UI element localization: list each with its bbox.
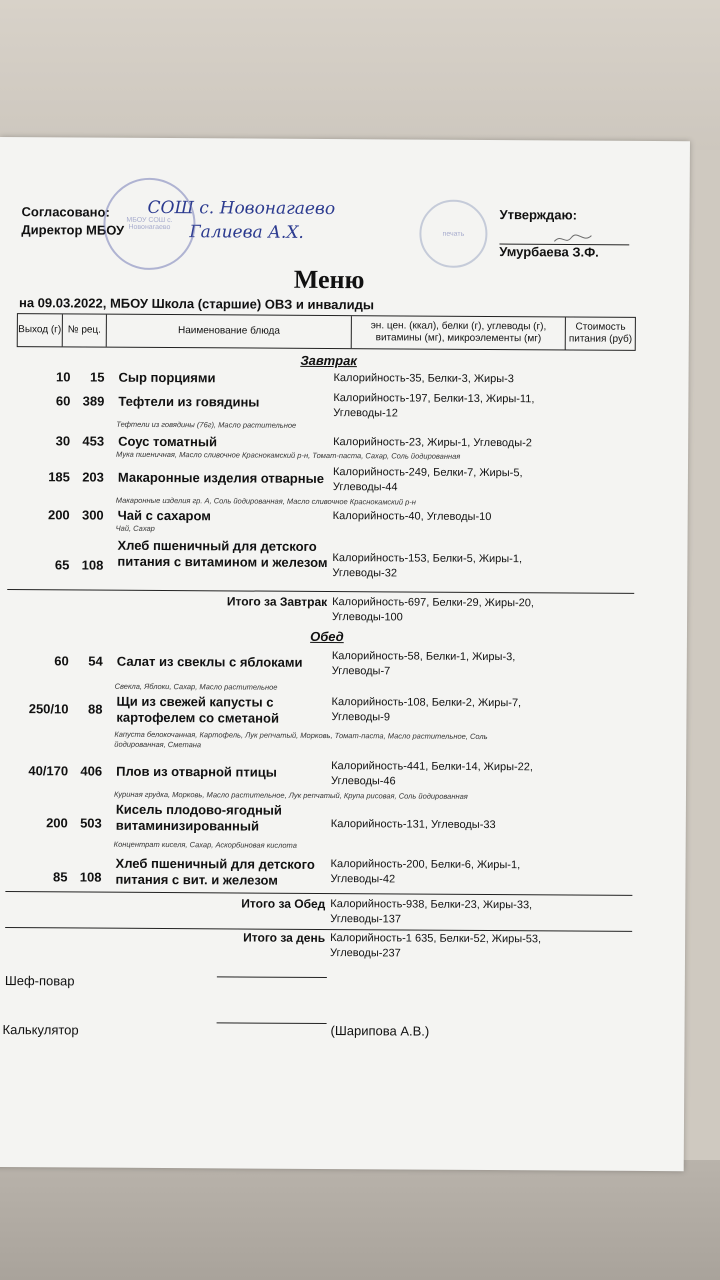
menu-subtitle: на 09.03.2022, МБОУ Школа (старшие) ОВЗ и инвалиды xyxy=(18,295,375,313)
row-recipe: 88 xyxy=(87,701,103,717)
calculator-signature-line xyxy=(217,1022,327,1024)
calculator-name: (Шарипова А.В.) xyxy=(330,1023,430,1039)
director-position: Директор МБОУ xyxy=(21,222,125,238)
chef-label: Шеф-повар xyxy=(4,973,75,989)
row-nutrition: Калорийность-200, Белки-6, Жиры-1, Углеводы-42 xyxy=(330,858,521,886)
stamp-left-text: МБОУ СОШ с. Новонагаево xyxy=(126,216,173,232)
row-ingredients: Капуста белокочанная, Картофель, Лук репчатый, Морковь, Томат-паста, Масло растительное, Соль йодированная, Сметана xyxy=(114,729,488,750)
row-output: 85 xyxy=(52,869,68,885)
page-title: Меню xyxy=(293,264,365,295)
table-row xyxy=(0,855,636,888)
row-output: 250/10 xyxy=(28,701,69,717)
day-total-label: Итого за день xyxy=(243,930,326,946)
row-recipe: 108 xyxy=(79,869,102,885)
row-output: 200 xyxy=(47,507,70,523)
row-nutrition: Калорийность-58, Белки-1, Жиры-3, Углеводы-7 xyxy=(331,650,516,678)
row-dish: Соус томатный xyxy=(118,433,218,450)
row-dish: Хлеб пшеничный для детского питания с витамином и железом xyxy=(117,537,328,571)
approved-label: Согласовано: xyxy=(21,204,110,220)
breakfast-total-label: Итого за Завтрак xyxy=(226,594,328,610)
chef-signature-line xyxy=(217,976,327,978)
row-nutrition: Калорийность-197, Белки-13, Жиры-11, Углеводы-12 xyxy=(333,392,535,420)
row-dish: Щи из свежей капусты с картофелем со сметаной xyxy=(116,693,280,726)
row-ingredients: Тефтели из говядины (76г), Масло растительное xyxy=(116,419,297,430)
row-dish: Сыр порциями xyxy=(118,369,216,386)
row-nutrition: Калорийность-153, Белки-5, Жиры-1, Углеводы-32 xyxy=(332,552,523,580)
table-row xyxy=(0,463,638,507)
row-ingredients: Куриная грудка, Морковь, Масло растительное, Лук репчатый, Крупа рисовая, Соль йодированная xyxy=(113,789,468,801)
row-output: 65 xyxy=(54,557,70,573)
section-breakfast: Завтрак xyxy=(300,352,357,369)
row-dish: Хлеб пшеничный для детского питания с вит. и железом xyxy=(115,855,315,888)
calculator-label: Калькулятор xyxy=(2,1022,79,1038)
row-dish: Салат из свеклы с яблоками xyxy=(116,653,303,670)
table-row xyxy=(0,369,639,386)
table-row xyxy=(0,757,636,801)
breakfast-total-value: Калорийность-697, Белки-29, Жиры-20, Углеводы-100 xyxy=(332,596,535,624)
row-dish: Кисель плодово-ягодный витаминизированный xyxy=(115,801,282,834)
stamp-right-text: печать xyxy=(442,230,465,238)
table-row xyxy=(0,647,637,692)
section-lunch: Обед xyxy=(310,628,344,645)
table-row xyxy=(0,433,638,461)
row-ingredients: Чай, Сахар xyxy=(115,523,155,533)
row-recipe: 503 xyxy=(80,815,102,831)
row-output: 185 xyxy=(48,469,70,485)
row-dish: Чай с сахаром xyxy=(117,507,211,524)
approver-name: Умурбаева З.Ф. xyxy=(499,244,599,260)
round-stamp-left xyxy=(103,178,196,271)
lunch-total-label: Итого за Обед xyxy=(241,896,326,912)
row-output: 60 xyxy=(55,393,71,409)
row-ingredients: Свекла, Яблоки, Сахар, Масло растительное xyxy=(114,681,278,692)
row-recipe: 389 xyxy=(82,393,105,409)
breakfast-total-row xyxy=(0,593,637,624)
col-header-cost: Стоимость питания (руб) xyxy=(568,321,633,345)
row-recipe: 406 xyxy=(80,763,103,779)
handwritten-name: Галиева А.Х. xyxy=(189,222,304,243)
table-header xyxy=(17,313,636,351)
background-table-top xyxy=(0,0,720,150)
row-recipe: 15 xyxy=(90,369,105,385)
row-nutrition: Калорийность-40, Углеводы-10 xyxy=(332,510,492,524)
row-output: 200 xyxy=(46,815,68,831)
row-output: 10 xyxy=(56,369,71,385)
row-nutrition: Калорийность-249, Белки-7, Жиры-5, Углеводы-44 xyxy=(332,466,523,494)
lunch-total-value: Калорийность-938, Белки-23, Жиры-33, Углеводы-137 xyxy=(330,898,533,926)
row-recipe: 453 xyxy=(82,433,105,449)
day-total-value: Калорийность-1 635, Белки-52, Жиры-53, Углеводы-237 xyxy=(329,932,542,960)
row-dish: Тефтели из говядины xyxy=(118,393,260,410)
table-row xyxy=(0,389,638,430)
row-recipe: 300 xyxy=(81,507,104,523)
col-header-output: Выход (г) xyxy=(18,314,63,346)
row-dish: Плов из отварной птицы xyxy=(116,763,277,780)
approval-block-right xyxy=(499,206,577,224)
col-header-name: Наименование блюда xyxy=(107,315,352,348)
row-ingredients: Мука пшеничная, Масло сливочное Краснокамский р-н, Томат-паста, Сахар, Соль йодированная xyxy=(116,449,461,461)
row-nutrition: Калорийность-131, Углеводы-33 xyxy=(330,818,496,832)
row-nutrition: Калорийность-23, Жиры-1, Углеводы-2 xyxy=(333,436,532,450)
row-recipe: 54 xyxy=(88,653,103,669)
approve-label: Утверждаю: xyxy=(499,207,577,223)
row-nutrition: Калорийность-441, Белки-14, Жиры-22, Углеводы-46 xyxy=(331,760,534,788)
col-header-nutrition: эн. цен. (ккал), белки (г), углеводы (г), витамины (мг), микроэлементы (мг) xyxy=(352,316,567,349)
row-dish: Макаронные изделия отварные xyxy=(117,469,324,486)
row-output: 40/170 xyxy=(28,763,69,779)
menu-document xyxy=(0,137,690,1171)
row-nutrition: Калорийность-35, Белки-3, Жиры-3 xyxy=(333,372,514,386)
row-ingredients: Макаронные изделия гр. А, Соль йодированная, Масло сливочное Краснокамский р-н xyxy=(115,495,416,507)
row-ingredients: Концентрат киселя, Сахар, Аскорбиновая кислота xyxy=(113,839,297,850)
table-row xyxy=(0,537,638,580)
row-output: 60 xyxy=(54,653,69,669)
row-recipe: 108 xyxy=(81,557,104,573)
handwritten-school: СОШ с. Новонагаево xyxy=(147,197,336,220)
lunch-total-row xyxy=(0,895,635,926)
col-header-recipe: № рец. xyxy=(62,314,107,346)
row-output: 30 xyxy=(55,433,71,449)
round-stamp-right xyxy=(419,200,487,268)
background-table-bottom xyxy=(0,1160,720,1280)
row-recipe: 203 xyxy=(82,469,104,485)
row-nutrition: Калорийность-108, Белки-2, Жиры-7, Углеводы-9 xyxy=(331,696,522,724)
